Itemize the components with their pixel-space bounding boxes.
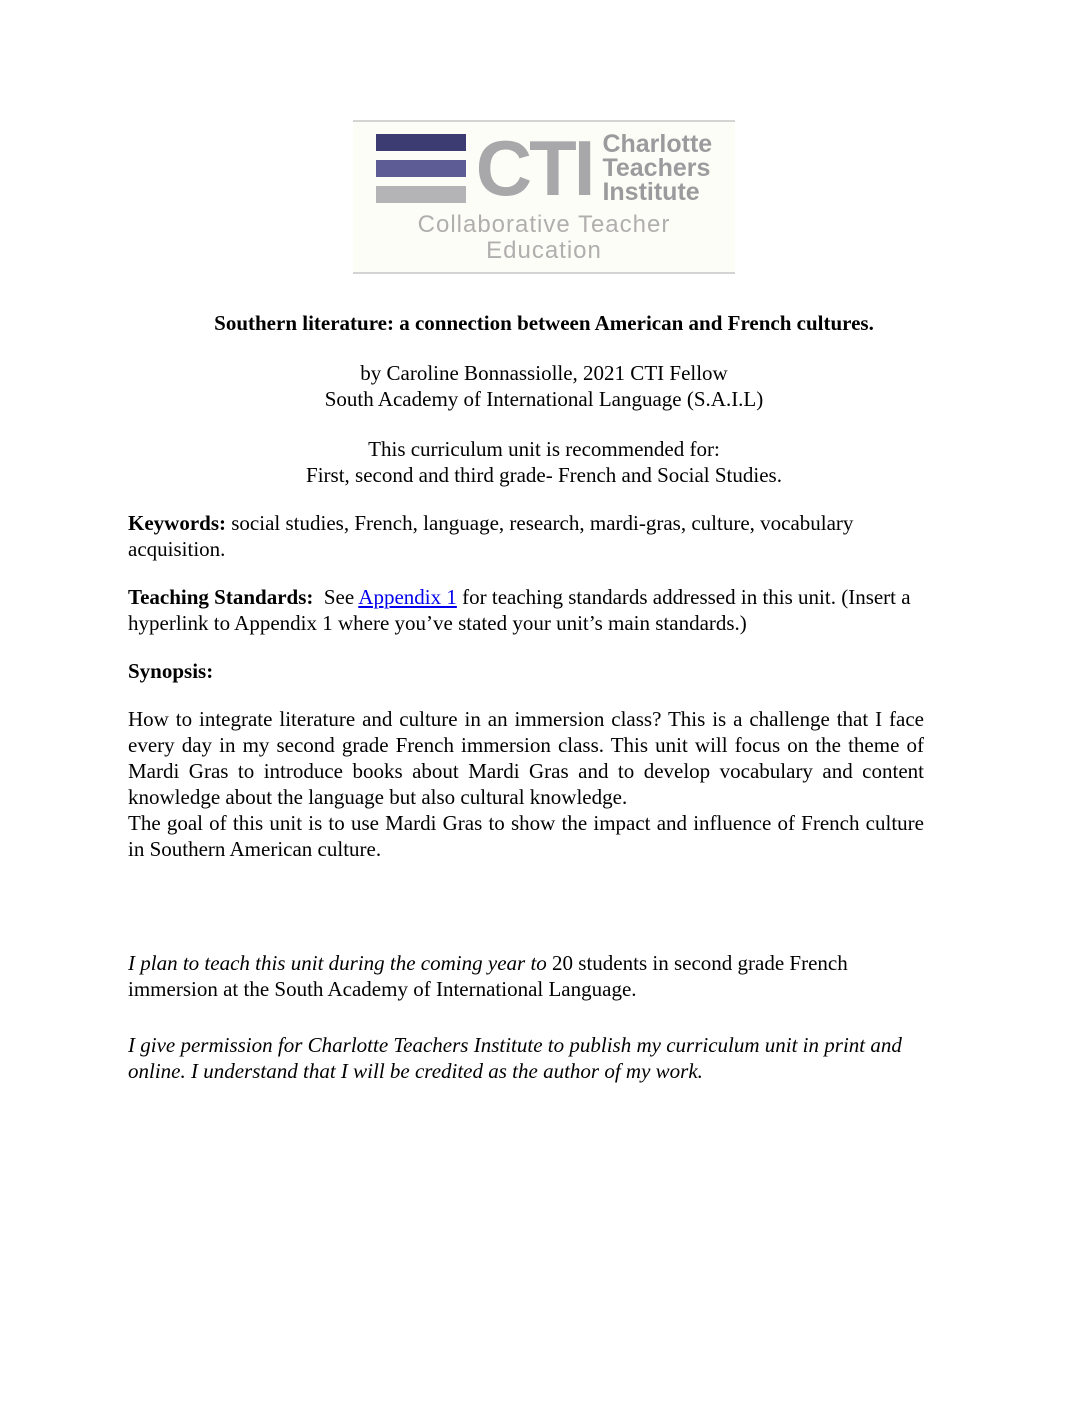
recommendation bbox=[0, 436, 1088, 488]
logo-acronym: CTI bbox=[475, 124, 593, 212]
recommendation-line-1: This curriculum unit is recommended for: bbox=[368, 437, 720, 461]
plan-normal-text: 20 students in second grade French immersion at the South Academy of International Language. bbox=[128, 951, 848, 1001]
synopsis-paragraph-1: How to integrate literature and culture in an immersion class? This is a challenge that I face every day in my second grade French immersion class. This unit will focus on the theme of Mardi Gras to introduce books about Mardi Gras and to develop vocabulary and content knowledge about the language but also cultural knowledge. bbox=[128, 707, 924, 809]
logo-bars-icon bbox=[376, 134, 466, 203]
plan-paragraph bbox=[128, 950, 924, 1002]
logo-tagline: Collaborative Teacher Education bbox=[417, 211, 671, 264]
byline-author: by Caroline Bonnassiolle, 2021 CTI Fellow bbox=[360, 361, 728, 385]
recommendation-line-2: First, second and third grade- French and Social Studies. bbox=[306, 463, 782, 487]
teaching-standards-paragraph bbox=[128, 584, 924, 636]
keywords-text: social studies, French, language, research, mardi-gras, culture, vocabulary acquisition. bbox=[128, 511, 854, 561]
permission-paragraph: I give permission for Charlotte Teachers Institute to publish my curriculum unit in print and online. I understand that I will be credited as the author of my work. bbox=[128, 1033, 902, 1083]
logo-name-line-2: Teachers bbox=[602, 154, 711, 182]
body-column bbox=[128, 510, 924, 1084]
teaching-standards-before-link: See bbox=[313, 585, 359, 609]
logo-bar-top bbox=[376, 134, 466, 151]
logo-bar-bottom bbox=[376, 186, 466, 203]
keywords-label: Keywords: bbox=[128, 511, 226, 535]
appendix-1-link[interactable]: Appendix 1 bbox=[358, 585, 457, 609]
teaching-standards-after-link: for teaching standards addressed in this unit. (Insert a hyperlink to Appendix 1 where you’ve stated your unit’s main standards.) bbox=[128, 585, 911, 635]
cti-logo bbox=[353, 120, 735, 274]
logo-name-line-3: Institute bbox=[602, 178, 700, 206]
teaching-standards-label: Teaching Standards: bbox=[128, 585, 314, 609]
unit-title: Southern literature: a connection between American and French cultures. bbox=[214, 311, 874, 335]
logo-name bbox=[602, 132, 712, 204]
logo-bar-middle bbox=[376, 160, 466, 177]
byline bbox=[0, 360, 1088, 412]
keywords-paragraph bbox=[128, 510, 924, 562]
synopsis-paragraph-2: The goal of this unit is to use Mardi Gras to show the impact and influence of French culture in Southern American culture. bbox=[128, 811, 924, 861]
logo-name-line-1: Charlotte bbox=[602, 130, 713, 158]
plan-italic-text: I plan to teach this unit during the coming year to bbox=[128, 951, 553, 975]
synopsis-label: Synopsis: bbox=[128, 659, 214, 683]
byline-school: South Academy of International Language (S.A.I.L) bbox=[324, 387, 764, 411]
synopsis-body bbox=[128, 706, 924, 862]
